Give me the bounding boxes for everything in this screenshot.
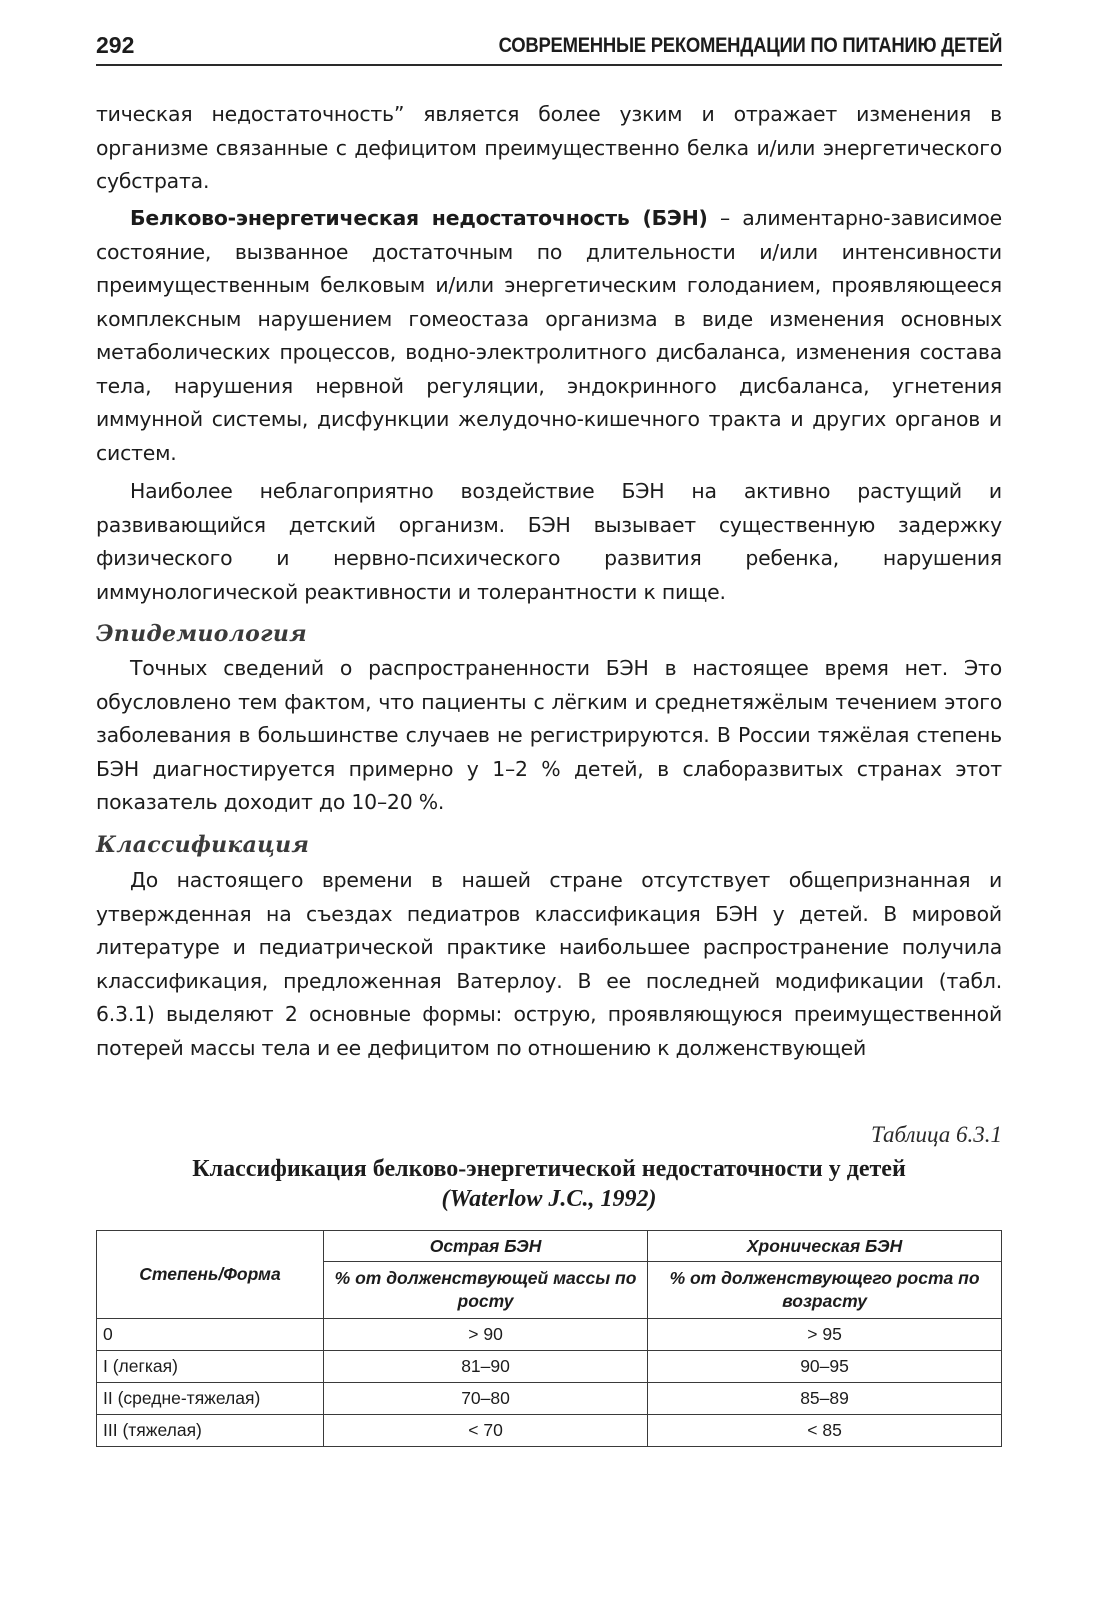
epidemiology-heading: Эпидемиология bbox=[96, 621, 307, 647]
acute-cell: > 90 bbox=[324, 1319, 648, 1351]
acute-cell: 81–90 bbox=[324, 1351, 648, 1383]
header-stage-form: Степень/Форма bbox=[97, 1231, 324, 1319]
stage-cell: 0 bbox=[97, 1319, 324, 1351]
epidemiology-paragraph: Точных сведений о распространенности БЭН в настоящее время нет. Это обусловлено тем фактом, что пациенты с лёгким и среднетяжёлым течением этого заболевания в большинстве случаев не регистрируются. В России тяжёлая степень БЭН диагностируется примерно у 1–2 % детей, в слаборазвитых странах этот показатель доходит до 10–20 %. bbox=[96, 656, 1002, 814]
table-title: Классификация белково-энергетической недостаточности у детей bbox=[192, 1156, 906, 1182]
running-title: СОВРЕМЕННЫЕ РЕКОМЕНДАЦИИ ПО ПИТАНИЮ ДЕТЕЙ bbox=[498, 34, 1002, 57]
classification-heading: Классификация bbox=[96, 832, 310, 858]
impact-paragraph: Наиболее неблагоприятно воздействие БЭН на активно растущий и развивающийся детский организм. БЭН вызывает существенную задержку физического и нервно-психического развития ребенка, нарушения иммунологической реактивности и толерантности к пище. bbox=[96, 479, 1002, 604]
stage-cell: III (тяжелая) bbox=[97, 1415, 324, 1447]
table-row bbox=[97, 1383, 1002, 1415]
chronic-cell: > 95 bbox=[648, 1319, 1002, 1351]
chronic-cell: 90–95 bbox=[648, 1351, 1002, 1383]
table-row bbox=[97, 1351, 1002, 1383]
table-source: (Waterlow J.C., 1992) bbox=[441, 1186, 657, 1212]
page-number: 292 bbox=[96, 32, 135, 58]
epidemiology-paragraph-block bbox=[96, 652, 1002, 820]
classification-paragraph: До настоящего времени в нашей стране отсутствует общепризнанная и утвержденная на съездах педиатров классификация БЭН у детей. В мировой литературе и педиатрической практике наибольшее распространение получила классификация, предложенная Ватерлоу. В ее последней модификации (табл. 6.3.1) выделяют 2 основные формы: острую, проявляющуюся преимущественной потерей массы тела и ее дефицитом по отношению к долженствующей bbox=[96, 868, 1002, 1060]
classification-table bbox=[96, 1230, 1002, 1447]
table-title-block bbox=[96, 1154, 1002, 1214]
stage-cell: I (легкая) bbox=[97, 1351, 324, 1383]
running-header bbox=[96, 30, 1002, 66]
chronic-cell: 85–89 bbox=[648, 1383, 1002, 1415]
chronic-cell: < 85 bbox=[648, 1415, 1002, 1447]
acute-cell: 70–80 bbox=[324, 1383, 648, 1415]
header-acute: Острая БЭН bbox=[324, 1231, 648, 1262]
subheader-acute: % от долженствующей массы по росту bbox=[324, 1262, 648, 1319]
definition-paragraph-block bbox=[96, 202, 1002, 470]
definition-paragraph bbox=[96, 202, 1002, 470]
definition-text: – алиментарно-зависимое состояние, вызванное достаточным по длительности и/или интенсивности преимущественным белковым и/или энергетическим голоданием, проявляющееся комплексным нарушением гомеостаза организма в виде изменения основных метаболических процессов, водно-электролитного дисбаланса, изменения состава тела, нарушения нервной регуляции, эндокринного дисбаланса, угнетения иммунной системы, дисфункции желудочно-кишечного тракта и других органов и систем. bbox=[96, 206, 1003, 465]
intro-paragraph: тическая недостаточность” является более узким и отражает изменения в организме связанные с дефицитом преимущественно белка и/или энергетического субстрата. bbox=[96, 102, 1002, 193]
definition-term: Белково-энергетическая недостаточность (БЭН) bbox=[130, 206, 708, 230]
classification-paragraph-block bbox=[96, 864, 1002, 1065]
stage-cell: II (средне-тяжелая) bbox=[97, 1383, 324, 1415]
table-label: Таблица 6.3.1 bbox=[870, 1122, 1002, 1147]
table-row bbox=[97, 1415, 1002, 1447]
subheader-chronic: % от долженствующего роста по возрасту bbox=[648, 1262, 1002, 1319]
header-chronic: Хроническая БЭН bbox=[648, 1231, 1002, 1262]
impact-paragraph-block bbox=[96, 475, 1002, 609]
intro-paragraph-block bbox=[96, 98, 1002, 199]
table-row bbox=[97, 1319, 1002, 1351]
acute-cell: < 70 bbox=[324, 1415, 648, 1447]
